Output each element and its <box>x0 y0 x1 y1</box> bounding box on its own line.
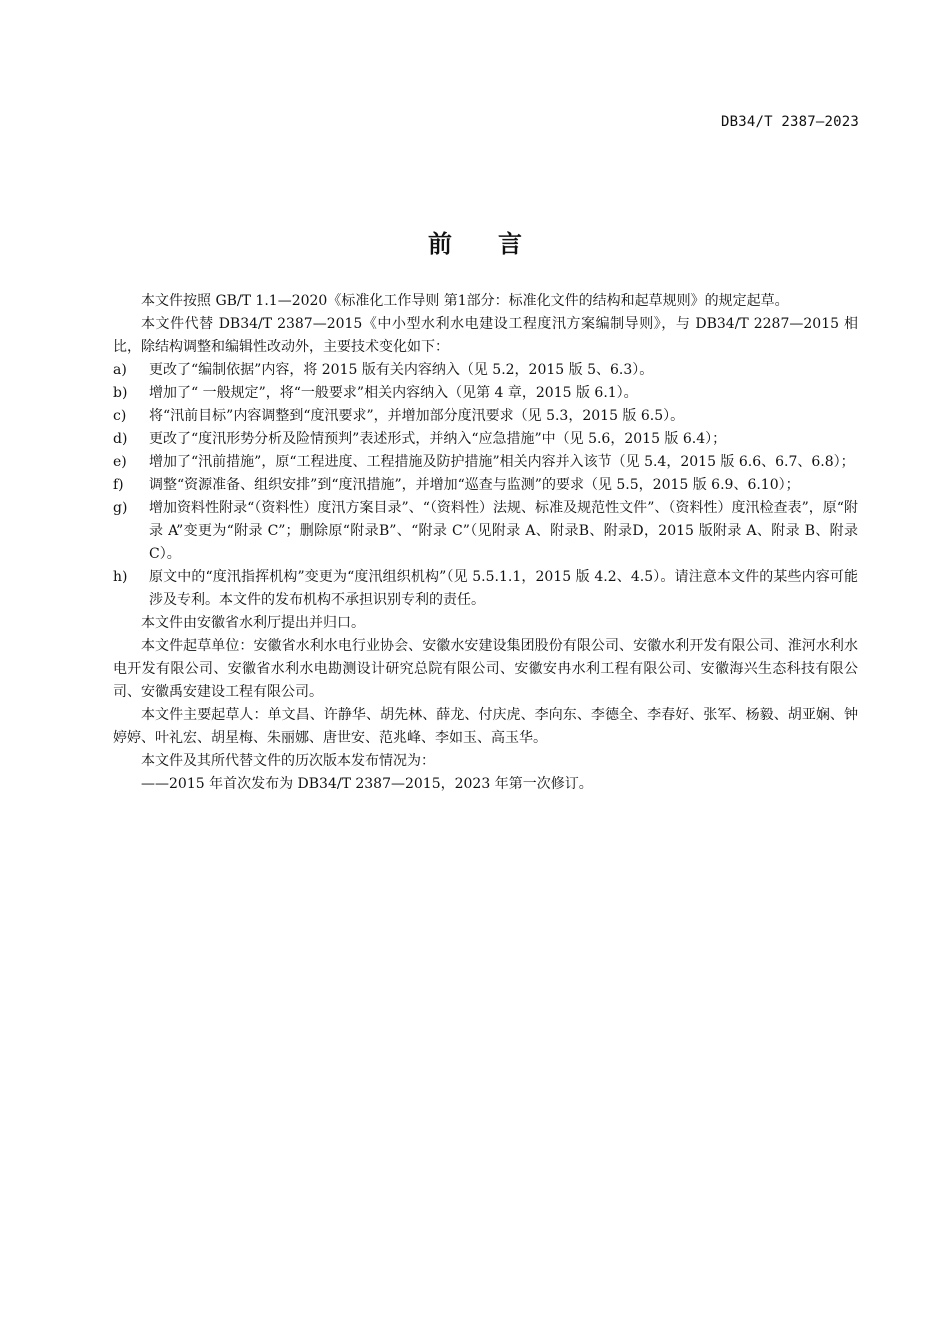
list-item-text: 增加了“ 一般规定”，将“一般要求”相关内容纳入（见第 4 章，2015 版 6.1）。 <box>149 385 638 401</box>
list-item <box>79 359 858 382</box>
intro-paragraph-replacement: 本文件代替 DB34/T 2387—2015《中小型水利水电建设工程度汛方案编制导则》，与 DB34/T 2287—2015 相比，除结构调整和编辑性改动外，主要技术变化如下： <box>113 316 858 355</box>
list-item-marker: a) <box>113 362 127 378</box>
intro-paragraph-drafting-rules: 本文件按照 GB/T 1.1—2020《标准化工作导则 第1部分：标准化文件的结构和起草规则》的规定起草。 <box>141 293 789 309</box>
list-item-text: 原文中的“度汛指挥机构”变更为“度汛组织机构”（见 5.5.1.1，2015 版 4.2、4.5）。请注意本文件的某些内容可能涉及专利。本文件的发布机构不承担识别专利的责任。 <box>149 569 858 608</box>
changes-list <box>79 359 858 612</box>
list-item-marker: h) <box>113 569 128 585</box>
list-item-marker: c) <box>113 408 127 424</box>
list-item-text: 增加了“汛前措施”，原“工程进度、工程措施及防护措施”相关内容并入该节（见 5.4，2015 版 6.6、6.7、6.8）； <box>149 454 855 470</box>
list-item-text: 更改了“编制依据”内容，将 2015 版有关内容纳入（见 5.2，2015 版 5、6.3）。 <box>149 362 654 378</box>
list-item <box>79 405 858 428</box>
drafting-units-paragraph: 本文件起草单位：安徽省水利水电行业协会、安徽水安建设集团股份有限公司、安徽水利开发有限公司、淮河水利水电开发有限公司、安徽省水利水电勘测设计研究总院有限公司、安徽安冉水利工程有限公司、安徽海兴生态科技有限公司、安徽禹安建设工程有限公司。 <box>113 638 858 700</box>
list-item <box>79 497 858 566</box>
list-item-marker: d) <box>113 431 128 447</box>
list-item <box>79 428 858 451</box>
page-title: 前言 <box>428 230 568 258</box>
list-item-text: 增加资料性附录“（资料性）度汛方案目录”、“（资料性）法规、标准及规范性文件”、（资料性）度汛检查表”，原“附录 A”变更为“附录 C”；删除原“附录B”、“附录 C”（见附录 A、附录B、附录D，2015 版附录 A、附录 B、附录 C）。 <box>149 500 858 562</box>
list-item-text: 将“汛前目标”内容调整到“度汛要求”，并增加部分度汛要求（见 5.3，2015 版 6.5）。 <box>149 408 685 424</box>
version-history-item: ——2015 年首次发布为 DB34/T 2387—2015，2023 年第一次修订。 <box>141 776 593 792</box>
list-item-marker: g) <box>113 500 128 516</box>
list-item <box>79 474 858 497</box>
document-body <box>113 290 858 796</box>
list-item <box>79 382 858 405</box>
list-item-text: 更改了“度汛形势分析及险情预判”表述形式，并纳入“应急措施”中（见 5.6，2015 版 6.4）； <box>149 431 727 447</box>
document-code: DB34/T 2387—2023 <box>720 114 859 130</box>
list-item-text: 调整“资源准备、组织安排”到“度汛措施”，并增加“巡查与监测”的要求（见 5.5，2015 版 6.9、6.10）； <box>149 477 800 493</box>
version-history-intro: 本文件及其所代替文件的历次版本发布情况为： <box>141 753 435 769</box>
list-item-marker: f) <box>113 477 124 493</box>
list-item <box>79 451 858 474</box>
list-item <box>79 566 858 612</box>
list-item-marker: e) <box>113 454 127 470</box>
proposer-paragraph: 本文件由安徽省水利厅提出并归口。 <box>141 615 365 631</box>
list-item-marker: b) <box>113 385 128 401</box>
drafters-paragraph: 本文件主要起草人：单文昌、许静华、胡先林、薛龙、付庆虎、李向东、李德全、李春好、张军、杨毅、胡亚娴、钟婷婷、叶礼宏、胡星梅、朱丽娜、唐世安、范兆峰、李如玉、高玉华。 <box>113 707 858 746</box>
